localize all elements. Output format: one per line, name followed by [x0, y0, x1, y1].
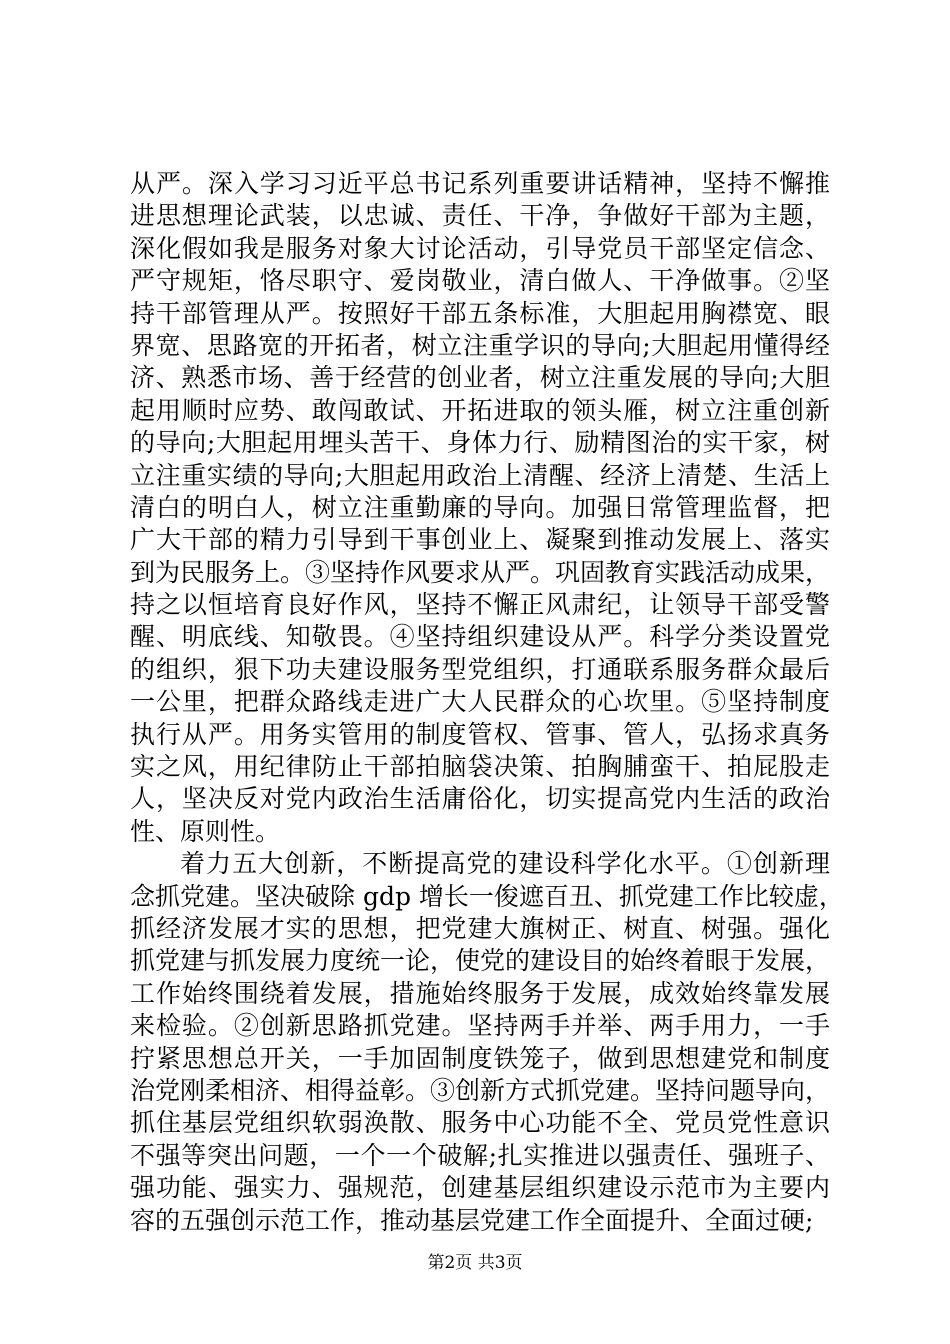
- text-line: 实之风，用纪律防止干部拍脑袋决策、拍胸脯蛮干、拍屁股走: [130, 752, 830, 782]
- text-line: 抓党建与抓发展力度统一论，使党的建设目的始终着眼于发展，: [130, 946, 831, 976]
- text-line: 持干部管理从严。按照好干部五条标准，大胆起用胸襟宽、眼: [130, 298, 830, 328]
- page-footer: 第2页 共3页: [427, 1253, 523, 1273]
- text-line: 抓住基层党组织软弱涣散、服务中心功能不全、党员党性意识: [130, 1108, 830, 1138]
- text-line: 的导向;大胆起用埋头苦干、身体力行、励精图治的实干家，树: [130, 428, 830, 458]
- text-line: 持之以恒培育良好作风，坚持不懈正风肃纪，让领导干部受警: [130, 590, 830, 620]
- text-line: 清白的明白人，树立注重勤廉的导向。加强日常管理监督，把: [130, 492, 830, 522]
- text-line: 界宽、思路宽的开拓者，树立注重学识的导向;大胆起用懂得经: [130, 330, 830, 360]
- text-line: 不强等突出问题，一个一个破解;扎实推进以强责任、强班子、: [130, 1140, 830, 1170]
- text-line: 容的五强创示范工作，推动基层党建工作全面提升、全面过硬;: [130, 1205, 814, 1235]
- paragraph: [130, 848, 844, 1237]
- text-line: 到为民服务上。③坚持作风要求从严。巩固教育实践活动成果，: [130, 557, 831, 587]
- text-line: 强功能、强实力、强规范，创建基层组织建设示范市为主要内: [130, 1173, 830, 1203]
- text-line: 起用顺时应势、敢闯敢试、开拓进取的领头雁，树立注重创新: [130, 395, 830, 425]
- text-line: 严守规矩，恪尽职守、爱岗敬业，清白做人、干净做事。②坚: [130, 266, 830, 296]
- text-line: 广大干部的精力引导到干事创业上、凝聚到推动发展上、落实: [130, 525, 830, 555]
- text-line: 治党刚柔相济、相得益彰。③创新方式抓党建。坚持问题导向，: [130, 1075, 831, 1105]
- body-text: [130, 168, 844, 1237]
- text-line: 济、熟悉市场、善于经营的创业者，树立注重发展的导向;大胆: [130, 363, 830, 393]
- text-line: 的组织，狠下功夫建设服务型党组织，打通联系服务群众最后: [130, 654, 830, 684]
- text-line: 着力五大创新，不断提高党的建设科学化水平。①创新理: [180, 849, 830, 879]
- text-line: 念抓党建。坚决破除 gdp 增长一俊遮百丑、抓党建工作比较虚，: [130, 881, 844, 911]
- text-line: 醒、明底线、知敬畏。④坚持组织建设从严。科学分类设置党: [130, 622, 830, 652]
- text-line: 性、原则性。: [130, 816, 281, 846]
- text-line: 深化假如我是服务对象大讨论活动，引导党员干部坚定信念、: [130, 233, 830, 263]
- text-line: 立注重实绩的导向;大胆起用政治上清醒、经济上清楚、生活上: [130, 460, 830, 490]
- text-line: 来检验。②创新思路抓党建。坚持两手并举、两手用力，一手: [130, 1011, 830, 1041]
- text-line: 抓经济发展才实的思想，把党建大旗树正、树直、树强。强化: [130, 913, 830, 943]
- text-line: 拧紧思想总开关，一手加固制度铁笼子，做到思想建党和制度: [130, 1043, 830, 1073]
- paragraph: [130, 168, 830, 848]
- text-line: 从严。深入学习习近平总书记系列重要讲话精神，坚持不懈推: [130, 169, 830, 198]
- text-line: 进思想理论武装，以忠诚、责任、干净，争做好干部为主题，: [130, 201, 830, 231]
- text-line: 一公里，把群众路线走进广大人民群众的心坎里。⑤坚持制度: [130, 687, 830, 717]
- text-line: 执行从严。用务实管用的制度管权、管事、管人，弘扬求真务: [130, 719, 830, 749]
- text-line: 人，坚决反对党内政治生活庸俗化，切实提高党内生活的政治: [130, 784, 830, 814]
- text-line: 工作始终围绕着发展，措施始终服务于发展，成效始终靠发展: [130, 978, 830, 1008]
